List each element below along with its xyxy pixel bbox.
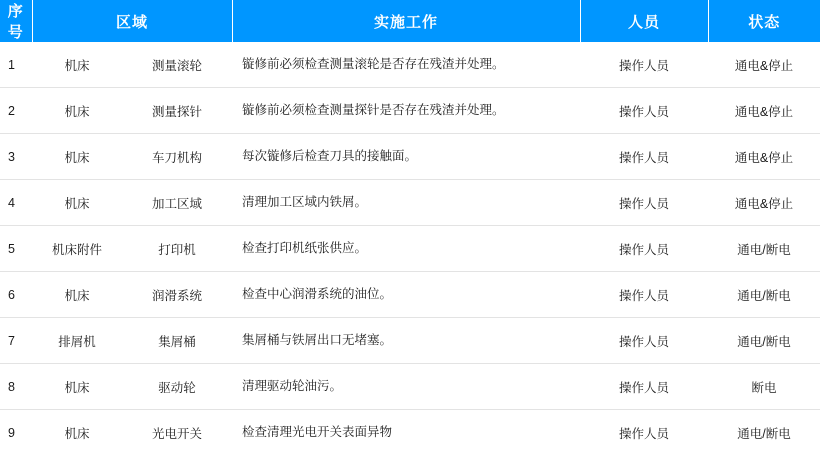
cell-seq: 3 — [0, 134, 32, 180]
cell-area: 机床 — [32, 410, 122, 456]
cell-staff: 操作人员 — [580, 180, 708, 226]
cell-state: 通电/断电 — [708, 410, 820, 456]
cell-subarea: 车刀机构 — [122, 134, 232, 180]
cell-work: 检查清理光电开关表面异物 — [232, 410, 580, 456]
cell-subarea: 集屑桶 — [122, 318, 232, 364]
table-row — [0, 364, 820, 410]
cell-subarea: 测量滚轮 — [122, 42, 232, 88]
cell-seq: 5 — [0, 226, 32, 272]
cell-subarea: 光电开关 — [122, 410, 232, 456]
cell-staff: 操作人员 — [580, 364, 708, 410]
cell-seq: 4 — [0, 180, 32, 226]
cell-work: 检查打印机纸张供应。 — [232, 226, 580, 272]
table-row — [0, 272, 820, 318]
header-row — [0, 0, 820, 42]
cell-state: 断电 — [708, 364, 820, 410]
cell-area: 机床 — [32, 42, 122, 88]
cell-area: 机床 — [32, 134, 122, 180]
cell-area: 排屑机 — [32, 318, 122, 364]
cell-subarea: 打印机 — [122, 226, 232, 272]
table-body — [0, 42, 820, 455]
cell-work: 清理驱动轮油污。 — [232, 364, 580, 410]
header-cell-work: 实施工作 — [232, 0, 580, 42]
cell-area: 机床 — [32, 364, 122, 410]
cell-subarea: 测量探针 — [122, 88, 232, 134]
cell-subarea: 驱动轮 — [122, 364, 232, 410]
table-row — [0, 88, 820, 134]
cell-staff: 操作人员 — [580, 134, 708, 180]
cell-seq: 7 — [0, 318, 32, 364]
cell-work: 集屑桶与铁屑出口无堵塞。 — [232, 318, 580, 364]
table-row — [0, 226, 820, 272]
cell-seq: 2 — [0, 88, 32, 134]
header-cell-state: 状态 — [708, 0, 820, 42]
cell-state: 通电&停止 — [708, 88, 820, 134]
cell-area: 机床 — [32, 180, 122, 226]
cell-staff: 操作人员 — [580, 42, 708, 88]
cell-area: 机床附件 — [32, 226, 122, 272]
header-cell-area: 区域 — [32, 0, 232, 42]
cell-state: 通电/断电 — [708, 272, 820, 318]
cell-state: 通电&停止 — [708, 134, 820, 180]
cell-state: 通电/断电 — [708, 318, 820, 364]
cell-staff: 操作人员 — [580, 318, 708, 364]
cell-seq: 1 — [0, 42, 32, 88]
table-header — [0, 0, 820, 42]
cell-work: 检查中心润滑系统的油位。 — [232, 272, 580, 318]
cell-area: 机床 — [32, 88, 122, 134]
cell-seq: 6 — [0, 272, 32, 318]
header-cell-staff: 人员 — [580, 0, 708, 42]
cell-state: 通电&停止 — [708, 42, 820, 88]
cell-seq: 8 — [0, 364, 32, 410]
cell-work: 镟修前必须检查测量滚轮是否存在残渣并处理。 — [232, 42, 580, 88]
cell-staff: 操作人员 — [580, 88, 708, 134]
cell-staff: 操作人员 — [580, 272, 708, 318]
cell-subarea: 润滑系统 — [122, 272, 232, 318]
table-row — [0, 410, 820, 456]
cell-seq: 9 — [0, 410, 32, 456]
header-cell-seq: 序号 — [0, 0, 32, 42]
cell-area: 机床 — [32, 272, 122, 318]
cell-work: 清理加工区域内铁屑。 — [232, 180, 580, 226]
cell-staff: 操作人员 — [580, 410, 708, 456]
cell-state: 通电&停止 — [708, 180, 820, 226]
cell-work: 每次镟修后检查刀具的接触面。 — [232, 134, 580, 180]
cell-staff: 操作人员 — [580, 226, 708, 272]
table-row — [0, 180, 820, 226]
cell-subarea: 加工区域 — [122, 180, 232, 226]
table-row — [0, 42, 820, 88]
table-row — [0, 318, 820, 364]
table-row — [0, 134, 820, 180]
cell-state: 通电/断电 — [708, 226, 820, 272]
cell-work: 镟修前必须检查测量探针是否存在残渣并处理。 — [232, 88, 580, 134]
